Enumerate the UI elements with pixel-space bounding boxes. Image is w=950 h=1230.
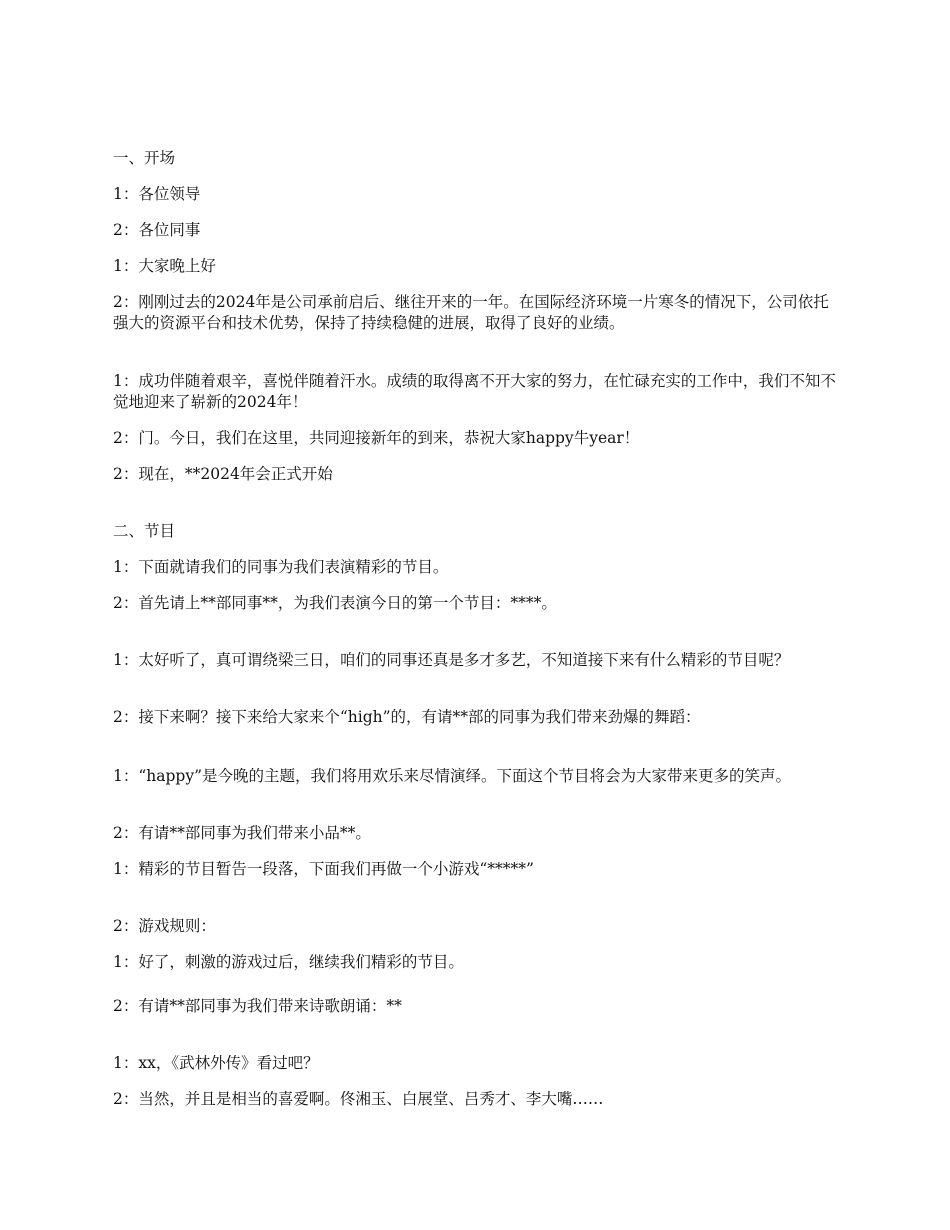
paragraph: 2：刚刚过去的2024年是公司承前启后、继往开来的一年。在国际经济环境一片寒冬的情况下，公司依托强大的资源平台和技术优势，保持了持续稳健的进展，取得了良好的业绩。 — [113, 293, 829, 332]
paragraph: 2：接下来啊？接下来给大家来个“high”的，有请**部的同事为我们带来劲爆的舞蹈： — [113, 708, 701, 726]
paragraph: 1：太好听了，真可谓绕梁三日，咱们的同事还真是多才多艺，不知道接下来有什么精彩的节目呢？ — [113, 651, 790, 669]
paragraph: 1：大家晚上好 — [113, 257, 216, 275]
paragraph: 2：首先请上**部同事**，为我们表演今日的第一个节目：****。 — [113, 594, 557, 612]
paragraph: 2：各位同事 — [113, 221, 201, 239]
paragraph: 2：现在，**2024年会正式开始 — [113, 465, 333, 483]
paragraph: 2：有请**部同事为我们带来小品**。 — [113, 824, 371, 842]
section-heading: 二、节目 — [113, 522, 176, 540]
paragraph: 1：精彩的节目暂告一段落，下面我们再做一个小游戏“*****” — [113, 860, 534, 878]
paragraph: 1：下面就请我们的同事为我们表演精彩的节目。 — [113, 558, 449, 576]
paragraph: 2：门。今日，我们在这里，共同迎接新年的到来，恭祝大家happy牛year！ — [113, 429, 640, 447]
section-heading: 一、开场 — [113, 149, 176, 167]
paragraph: 2：游戏规则： — [113, 917, 216, 935]
paragraph: 2：有请**部同事为我们带来诗歌朗诵：** — [113, 997, 402, 1015]
paragraph: 1：“happy”是今晚的主题，我们将用欢乐来尽情演绎。下面这个节目将会为大家带来更多的笑声。 — [113, 767, 792, 785]
paragraph: 1：成功伴随着艰辛，喜悦伴随着汗水。成绩的取得离不开大家的努力，在忙碌充实的工作中，我们不知不觉地迎来了崭新的2024年！ — [113, 372, 836, 411]
paragraph: 2：当然，并且是相当的喜爱啊。佟湘玉、白展堂、吕秀才、李大嘴…… — [113, 1090, 604, 1108]
paragraph: 1：xx，《武林外传》看过吧？ — [113, 1054, 319, 1072]
paragraph: 1：好了，刺激的游戏过后，继续我们精彩的节目。 — [113, 953, 464, 971]
paragraph: 1：各位领导 — [113, 185, 201, 203]
